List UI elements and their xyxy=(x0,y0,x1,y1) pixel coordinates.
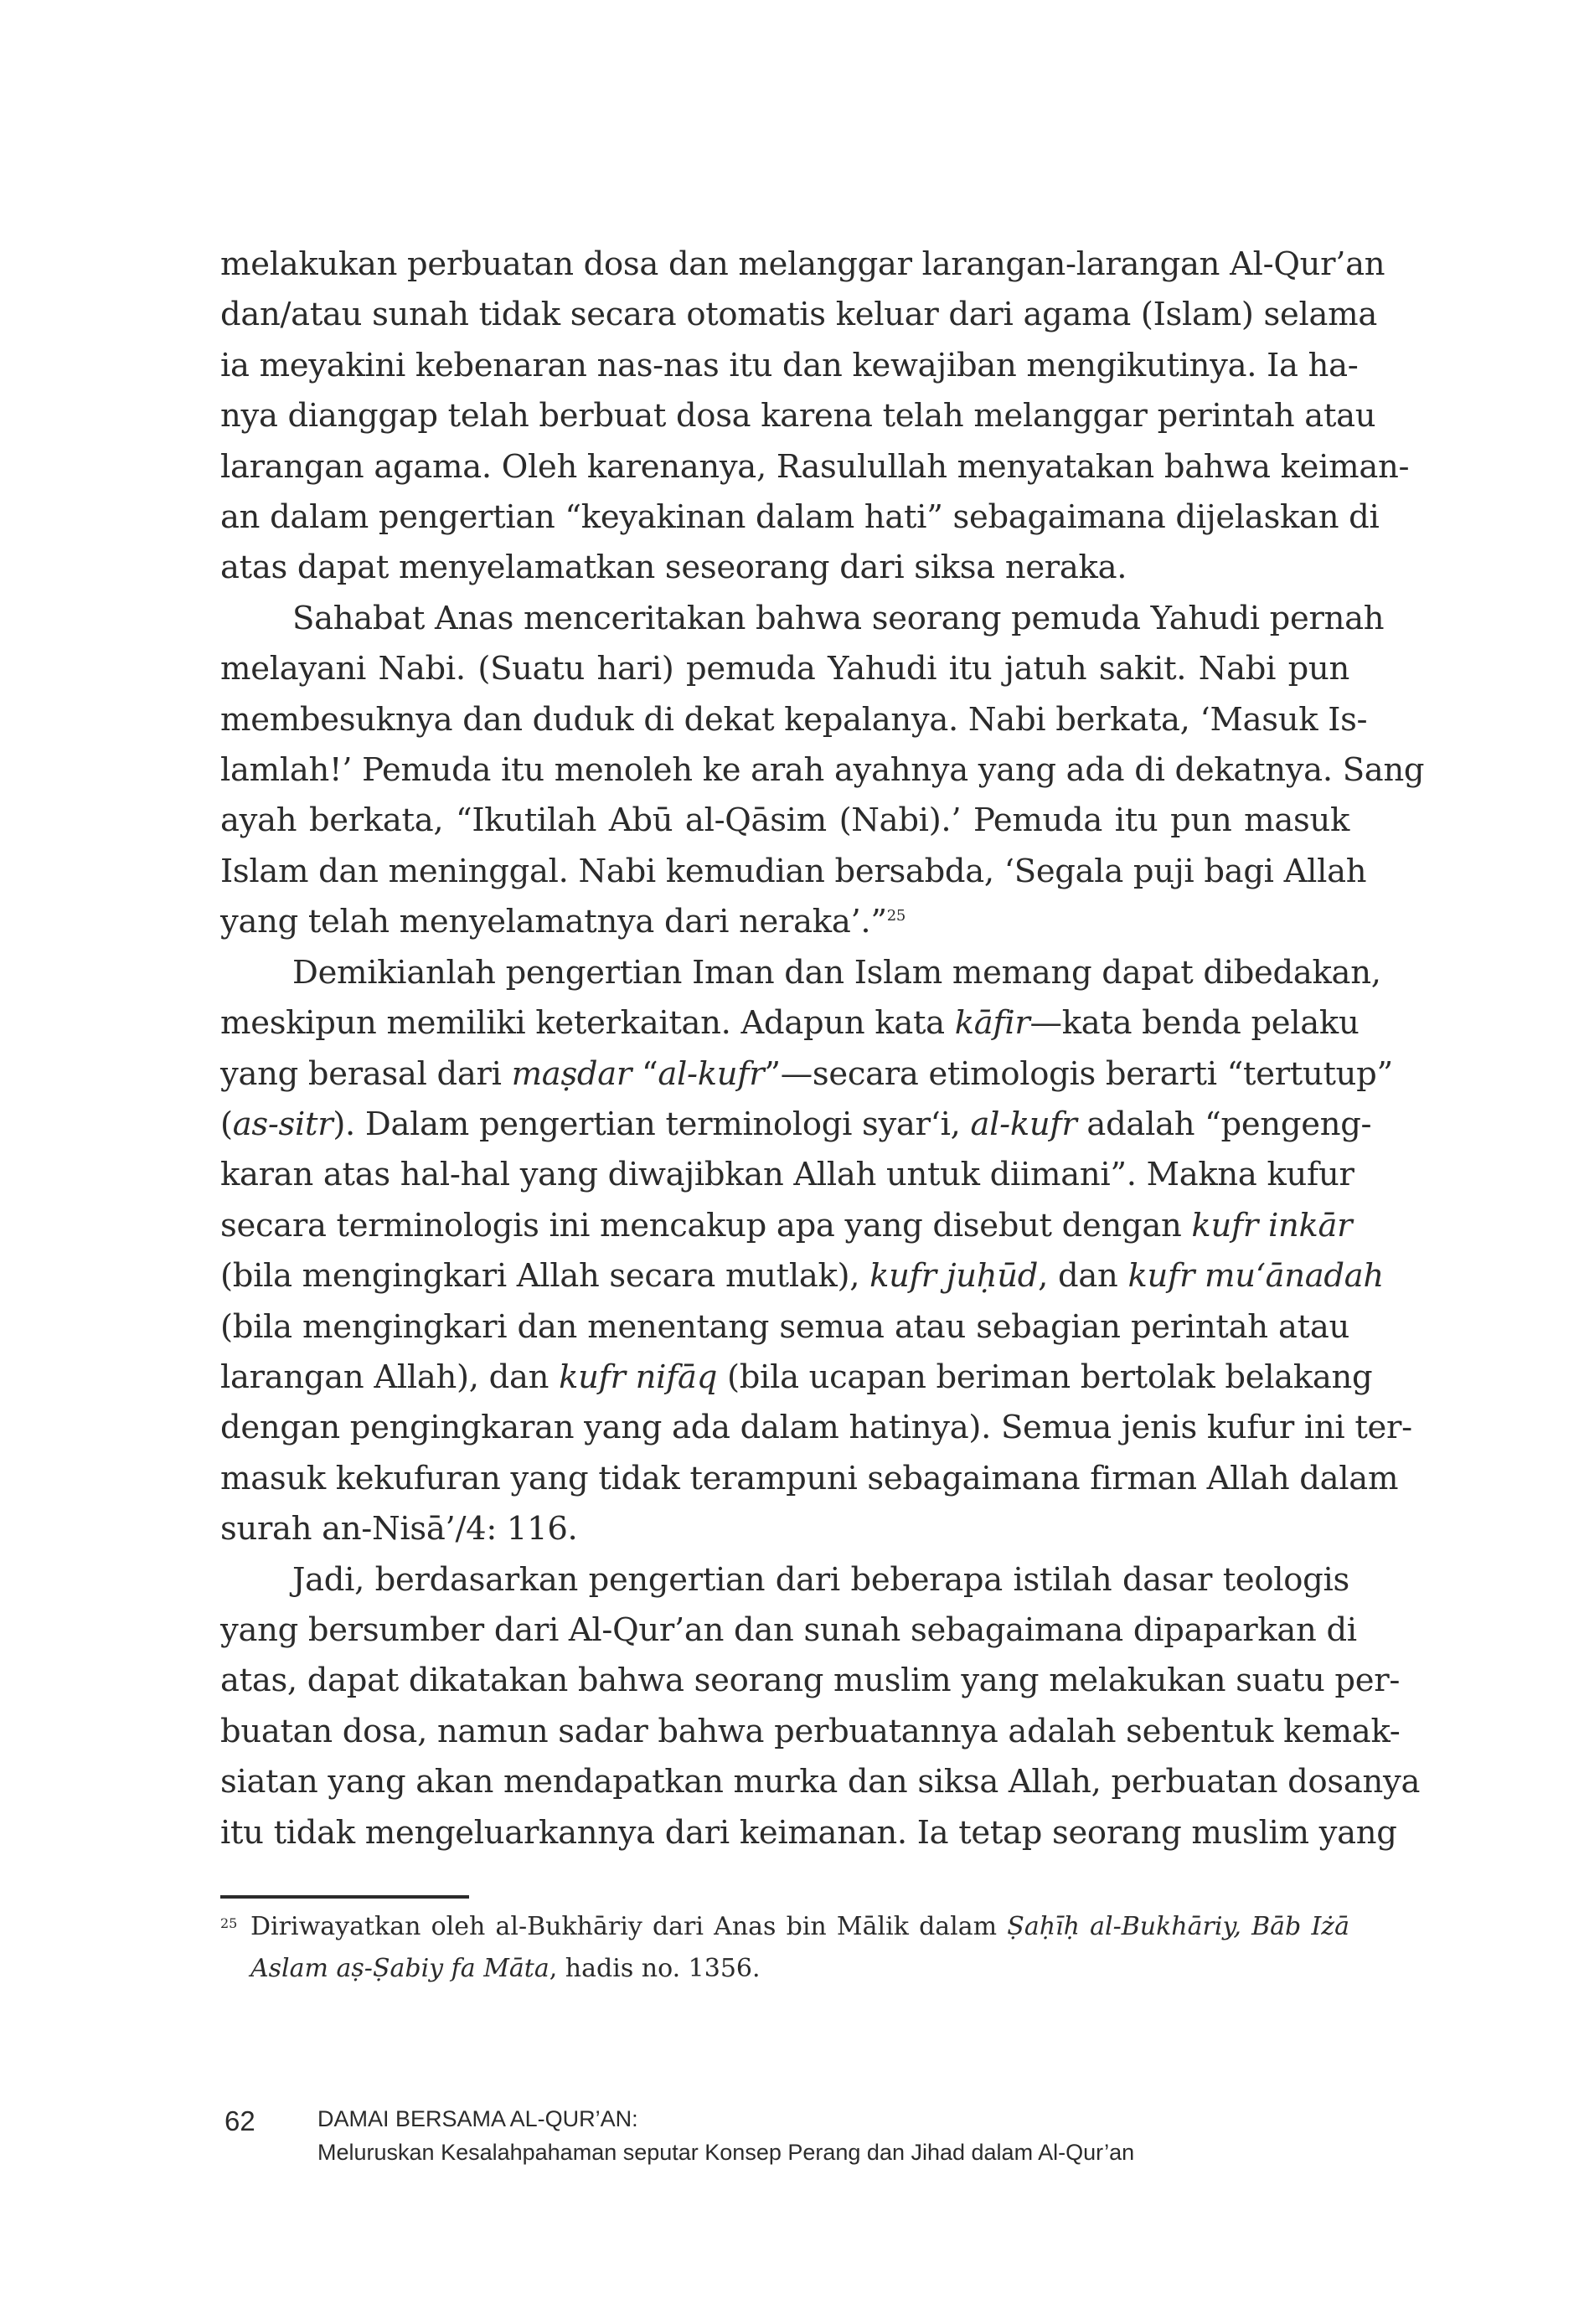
italic-title: Aslam aṣ-Ṣabiy fa Māta xyxy=(250,1954,549,1983)
text-run: meskipun memiliki keterkaitan. Adapun kata xyxy=(220,1004,955,1043)
text-line xyxy=(220,897,1349,947)
text-line xyxy=(220,1100,1372,1150)
paragraph-2 xyxy=(220,594,1425,948)
book-title: DAMAI BERSAMA AL-QUR’AN: xyxy=(317,2106,638,2131)
italic-term: kufr juḥūd xyxy=(869,1257,1039,1296)
footnote-body xyxy=(250,1906,1349,1990)
text-line: dan/atau sunah tidak secara otomatis keluar dari agama (Islam) selama xyxy=(220,296,1377,334)
text-line: Islam dan meninggal. Nabi kemudian bersabda, ‘Segala puji bagi Allah xyxy=(220,852,1367,890)
text-line: an dalam pengertian “keyakinan dalam hati” sebagaimana dijelaskan di xyxy=(220,498,1380,537)
text-run: Diriwayatkan oleh al-Bukhāriy dari Anas bin Mālik dalam xyxy=(250,1912,1008,1941)
paragraph-1 xyxy=(220,240,1410,594)
text-line: lamlah!’ Pemuda itu menoleh ke arah ayahnya yang ada di dekatnya. Sang xyxy=(220,751,1425,790)
text-run: , hadis no. 1356. xyxy=(549,1954,761,1983)
footnote-divider xyxy=(220,1895,469,1899)
text-line: Demikianlah pengertian Iman dan Islam memang dapat dibedakan, xyxy=(292,953,1381,992)
text-line: (bila mengingkari dan menentang semua atau sebagian perintah atau xyxy=(220,1307,1349,1346)
italic-term: maṣdar xyxy=(511,1054,632,1093)
text-line: ia meyakini kebenaran nas-nas itu dan kewajiban mengikutinya. Ia ha- xyxy=(220,346,1359,384)
text-line: masuk kekufuran yang tidak terampuni sebagaimana firman Allah dalam xyxy=(220,1459,1399,1497)
text-line-content: yang telah menyelamatnya dari neraka’.” xyxy=(220,903,887,941)
footnote-line xyxy=(250,1948,1349,1990)
book-subtitle: Meluruskan Kesalahpahaman seputar Konsep Perang dan Jihad dalam Al-Qur’an xyxy=(317,2140,1135,2165)
italic-term: kufr mu‘ānadah xyxy=(1127,1257,1384,1296)
text-run: , dan xyxy=(1038,1257,1128,1296)
text-run: (bila mengingkari Allah secara mutlak), xyxy=(220,1257,870,1296)
italic-title: Ṣaḥīḥ al-Bukhāriy, Bāb Iżā xyxy=(1007,1912,1349,1941)
text-run: ). Dalam pengertian terminologi syar‘i, xyxy=(333,1105,971,1143)
text-line: larangan agama. Oleh karenanya, Rasulullah menyatakan bahwa keiman- xyxy=(220,447,1410,486)
text-run: “ xyxy=(632,1054,658,1093)
paragraph-3 xyxy=(220,948,1412,1555)
text-run: secara terminologis ini mencakup apa yang disebut dengan xyxy=(220,1206,1192,1244)
text-line xyxy=(220,1049,1393,1100)
footnote-line xyxy=(250,1906,1349,1948)
body-text xyxy=(220,240,1425,1858)
italic-term: al-kufr xyxy=(658,1054,765,1093)
text-line xyxy=(220,998,1360,1049)
italic-term: kufr inkār xyxy=(1191,1206,1353,1244)
text-line: yang bersumber dari Al-Qur’an dan sunah sebagaimana dipaparkan di xyxy=(220,1610,1357,1649)
text-line: surah an-Nisā’/4: 116. xyxy=(220,1510,578,1548)
text-line: melayani Nabi. (Suatu hari) pemuda Yahudi itu jatuh sakit. Nabi pun xyxy=(220,650,1349,688)
text-run: (bila ucapan beriman bertolak belakang xyxy=(717,1358,1373,1396)
footnote-number: 25 xyxy=(220,1915,238,1931)
paragraph-4 xyxy=(220,1555,1421,1858)
text-line: atas dapat menyelamatkan seseorang dari siksa neraka. xyxy=(220,549,1127,587)
text-run: yang berasal dari xyxy=(220,1054,512,1093)
text-line: siatan yang akan mendapatkan murka dan siksa Allah, perbuatan dosanya xyxy=(220,1763,1421,1801)
text-line: ayah berkata, “Ikutilah Abū al-Qāsim (Nabi).’ Pemuda itu pun masuk xyxy=(220,801,1349,840)
text-line: melakukan perbuatan dosa dan melanggar larangan-larangan Al-Qur’an xyxy=(220,245,1385,283)
text-line: Jadi, berdasarkan pengertian dari beberapa istilah dasar teologis xyxy=(292,1560,1349,1599)
text-run: larangan Allah), dan xyxy=(220,1358,560,1396)
text-line: Sahabat Anas menceritakan bahwa seorang pemuda Yahudi pernah xyxy=(292,599,1385,637)
footnote xyxy=(220,1906,1349,1990)
text-run: adalah “pengeng- xyxy=(1076,1105,1372,1143)
text-line xyxy=(220,1353,1373,1403)
text-line: buatan dosa, namun sadar bahwa perbuatannya adalah sebentuk kemak- xyxy=(220,1712,1401,1750)
italic-term: kufr nifāq xyxy=(559,1358,718,1396)
text-line xyxy=(220,1251,1384,1301)
text-line: membesuknya dan duduk di dekat kepalanya. Nabi berkata, ‘Masuk Is- xyxy=(220,700,1368,739)
text-line: atas, dapat dikatakan bahwa seorang muslim yang melakukan suatu per- xyxy=(220,1662,1401,1700)
text-run: ”—secara etimologis berarti “tertutup” xyxy=(764,1054,1393,1093)
footnote-reference[interactable]: 25 xyxy=(886,907,906,925)
italic-term: kāfir xyxy=(954,1004,1030,1043)
text-line: karan atas hal-hal yang diwajibkan Allah untuk diimani”. Makna kufur xyxy=(220,1156,1354,1194)
running-title xyxy=(317,2102,1134,2169)
text-line: nya dianggap telah berbuat dosa karena telah melanggar perintah atau xyxy=(220,397,1376,435)
text-run: —kata benda pelaku xyxy=(1029,1004,1360,1043)
italic-term: al-kufr xyxy=(970,1105,1077,1143)
text-run: ( xyxy=(220,1105,233,1143)
italic-term: as-sitr xyxy=(232,1105,333,1143)
text-line: itu tidak mengeluarkannya dari keimanan. Ia tetap seorang muslim yang xyxy=(220,1813,1397,1852)
page-number: 62 xyxy=(224,2105,255,2136)
text-line xyxy=(220,1201,1353,1251)
text-line: dengan pengingkaran yang ada dalam hatinya). Semua jenis kufur ini ter- xyxy=(220,1409,1412,1447)
